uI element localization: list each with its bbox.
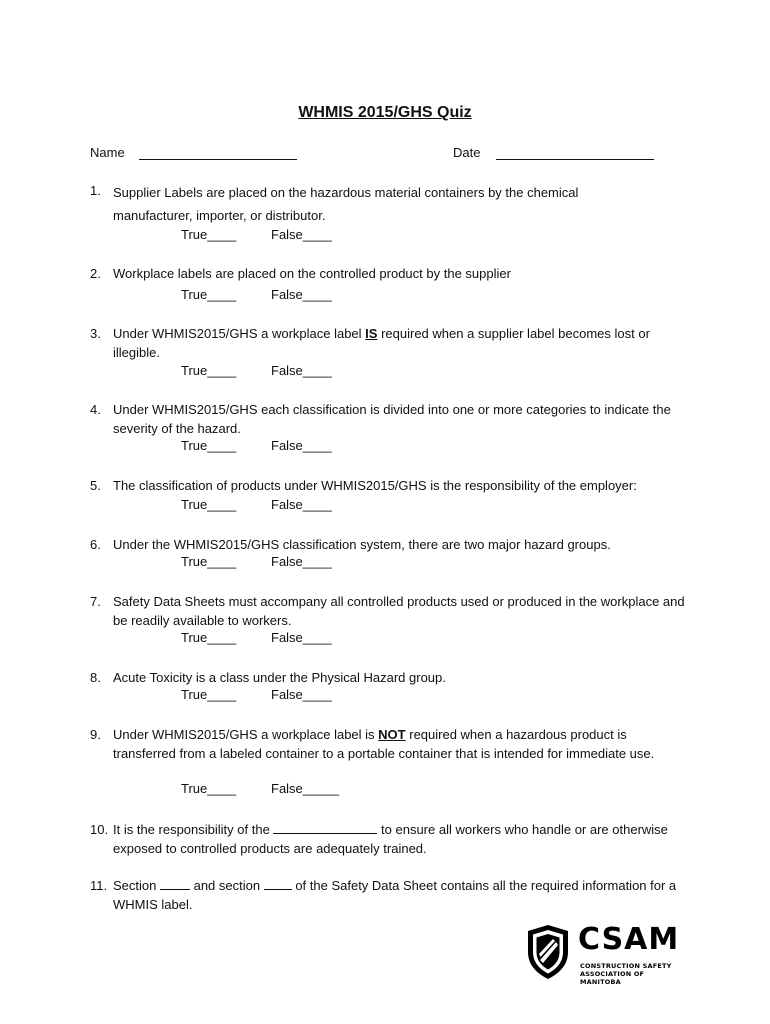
logo-line-2: ASSOCIATION OF MANITOBA [580,970,645,986]
question-text-cont: required when a supplier label becomes lost or illegible. [113,326,650,360]
true-option[interactable]: True____ [181,287,237,302]
question-text: The classification of products under WHMIS2015/GHS is the responsibility of the employer: [113,478,637,493]
question-text: Section [113,878,160,893]
answer-1[interactable] [181,227,332,242]
false-option[interactable]: False____ [271,287,332,302]
question-number: 5. [90,478,101,493]
csam-logo [526,922,686,986]
false-option[interactable]: False____ [271,554,332,569]
question-7 [90,592,690,630]
question-11 [90,876,690,914]
question-text: Under WHMIS2015/GHS a workplace label is [113,727,379,742]
true-option[interactable]: True____ [181,363,237,378]
question-text-cont: and section [189,878,264,893]
question-text: Workplace labels are placed on the controlled product by the supplier [113,266,511,281]
answer-6[interactable] [181,554,332,569]
question-10 [90,820,690,858]
logo-line-1: CONSTRUCTION SAFETY [580,962,672,970]
name-field[interactable] [90,145,297,160]
answer-8[interactable] [181,687,332,702]
shield-icon [526,924,570,980]
question-text-end: of the Safety Data Sheet contains all the required information for a WHMIS label. [113,878,677,912]
true-option[interactable]: True____ [181,497,237,512]
false-option[interactable]: False____ [271,363,332,378]
true-option[interactable]: True____ [181,781,237,796]
question-number: 1. [90,183,101,198]
question-number: 3. [90,326,101,341]
answer-9[interactable] [181,781,339,796]
false-option[interactable]: False____ [271,227,332,242]
question-2 [90,264,690,283]
emphasis-text: IS [365,326,378,341]
question-3 [90,324,690,362]
question-number: 4. [90,402,101,417]
true-option[interactable]: True____ [181,227,237,242]
question-text-cont: manufacturer, importer, or distributor. [113,208,326,223]
answer-4[interactable] [181,438,332,453]
logo-subtitle [580,962,686,986]
fill-in-blank-1[interactable] [160,877,190,890]
question-8 [90,668,690,687]
question-number: 6. [90,537,101,552]
question-text: Under WHMIS2015/GHS each classification is divided into one or more categories to indicate the severity of the hazard. [113,402,671,436]
question-text: It is the responsibility of the [113,822,274,837]
question-text: Under WHMIS2015/GHS a workplace label [113,326,366,341]
false-option[interactable]: False____ [271,438,332,453]
name-label: Name [90,145,125,160]
date-field[interactable] [453,145,654,160]
question-text: Supplier Labels are placed on the hazardous material containers by the chemical [113,185,579,200]
question-text: Under the WHMIS2015/GHS classification system, there are two major hazard groups. [113,537,611,552]
question-number: 2. [90,266,101,281]
false-option[interactable]: False____ [271,630,332,645]
date-line[interactable] [496,145,654,160]
fill-in-blank[interactable] [273,821,377,834]
question-number: 7. [90,594,101,609]
answer-2[interactable] [181,287,332,302]
question-6 [90,535,690,554]
question-number: 9. [90,727,101,742]
name-line[interactable] [139,145,297,160]
true-option[interactable]: True____ [181,687,237,702]
false-option[interactable]: False____ [271,497,332,512]
question-number: 8. [90,670,101,685]
fill-in-blank-2[interactable] [264,877,292,890]
date-label: Date [453,145,481,160]
false-option[interactable]: False_____ [271,781,339,796]
logo-name: CSAM [578,922,680,957]
true-option[interactable]: True____ [181,438,237,453]
question-text: Safety Data Sheets must accompany all controlled products used or produced in the workplace and be readily available to workers. [113,594,685,628]
question-9 [90,725,690,763]
question-text-cont: required when a hazardous product is transferred from a labeled container to a portable container that is intended for immediate use. [113,727,655,761]
question-4 [90,400,690,438]
question-number: 11. [90,878,108,893]
true-option[interactable]: True____ [181,554,237,569]
answer-5[interactable] [181,497,332,512]
answer-7[interactable] [181,630,332,645]
question-number: 10. [90,822,109,837]
page-title: WHMIS 2015/GHS Quiz [298,104,472,121]
question-text: Acute Toxicity is a class under the Physical Hazard group. [113,670,446,685]
question-text-cont: to ensure all workers who handle or are otherwise exposed to controlled products are adequately trained. [113,822,668,856]
false-option[interactable]: False____ [271,687,332,702]
true-option[interactable]: True____ [181,630,237,645]
question-1 [90,181,690,227]
answer-3[interactable] [181,363,332,378]
emphasis-text: NOT [378,727,406,742]
question-5 [90,476,690,495]
